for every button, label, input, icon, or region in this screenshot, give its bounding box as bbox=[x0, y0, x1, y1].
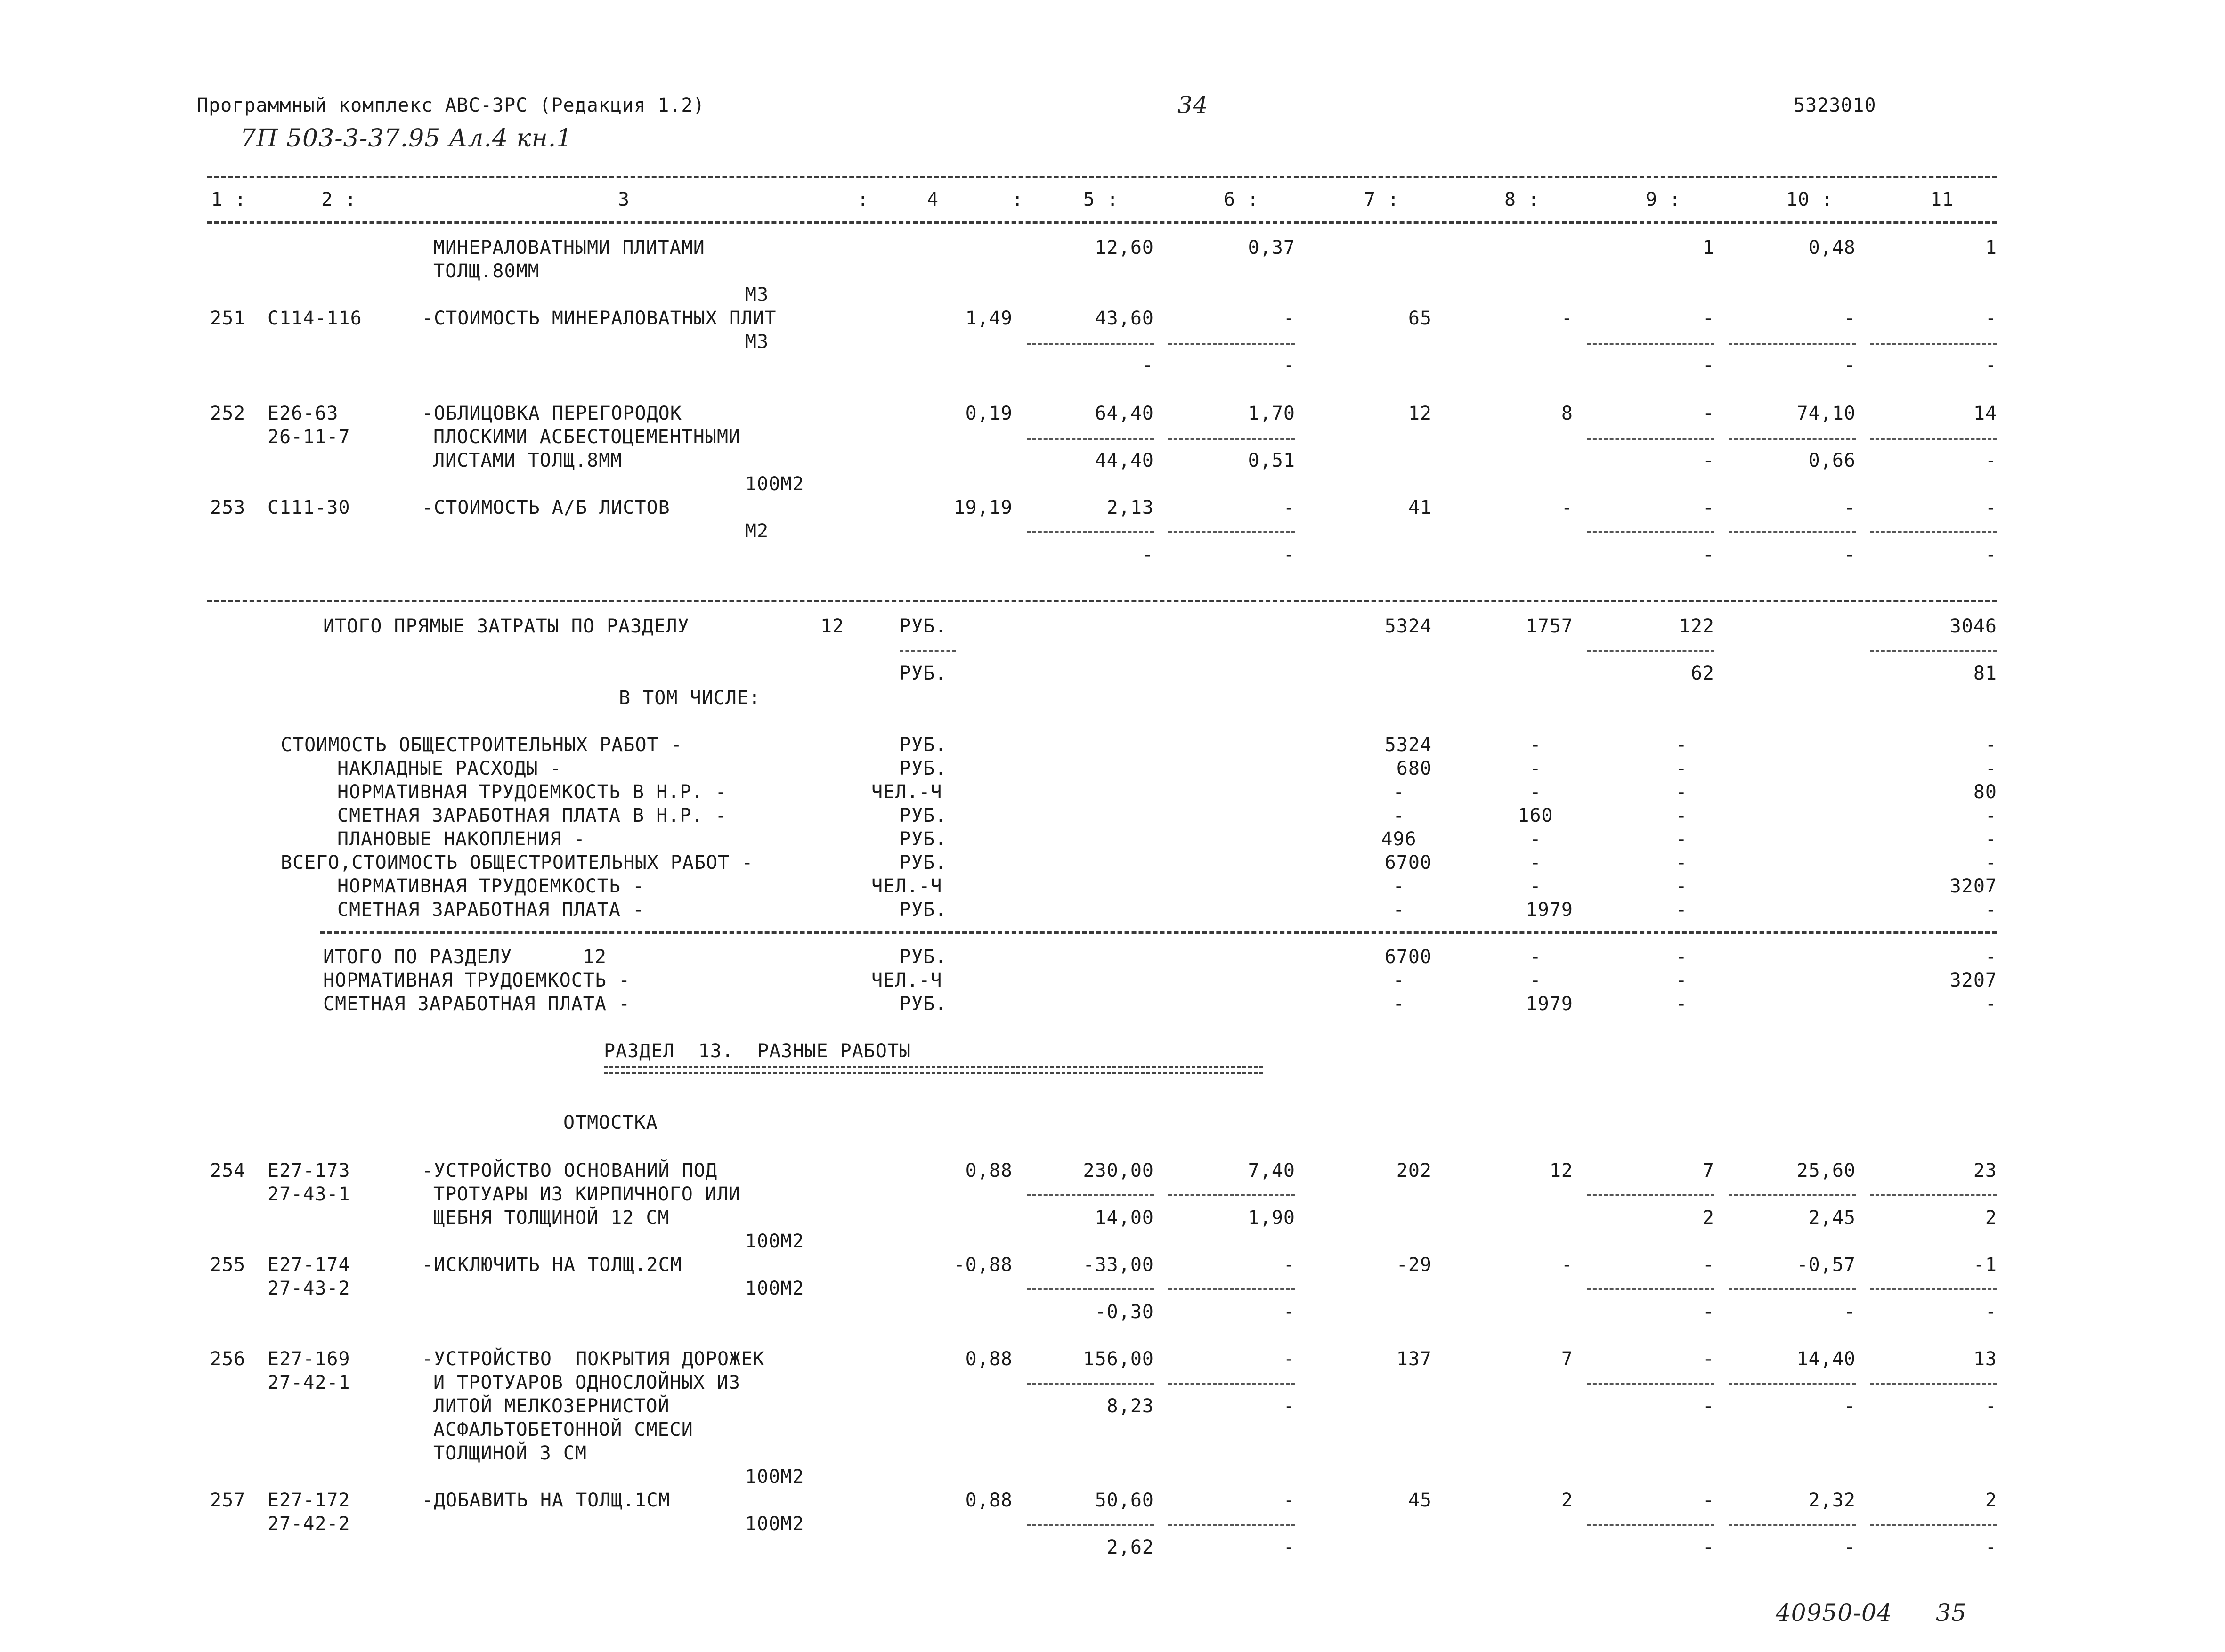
cell-c8: 1979 bbox=[1526, 993, 1573, 1015]
cell-c10: 0,48 bbox=[1808, 237, 1856, 259]
cell-c9: - bbox=[1702, 1254, 1714, 1276]
top-rule bbox=[207, 176, 1997, 178]
rate-code-secondary: 27-42-1 bbox=[268, 1372, 350, 1393]
underline bbox=[1027, 1194, 1154, 1196]
underline bbox=[1870, 1524, 1997, 1526]
cell-c9: - bbox=[1702, 403, 1714, 424]
cell-c6-lower: 1,90 bbox=[1248, 1207, 1295, 1229]
description: -ДОБАВИТЬ НА ТОЛЩ.1СМ bbox=[422, 1490, 670, 1511]
cell-c6: 0,37 bbox=[1248, 237, 1295, 259]
breakdown-unit: ЧЕЛ.-Ч bbox=[871, 781, 942, 803]
section-title: РАЗДЕЛ 13. РАЗНЫЕ РАБОТЫ bbox=[604, 1040, 911, 1062]
cell-c10-lower: - bbox=[1843, 1301, 1856, 1323]
cell-c11: - bbox=[1985, 308, 1997, 329]
cell-c9-lower: - bbox=[1702, 544, 1714, 566]
cell-c11-lower: 2 bbox=[1985, 1207, 1997, 1229]
unit: М3 bbox=[745, 331, 769, 353]
rate-code: С114-116 bbox=[268, 308, 362, 329]
cell-c6-lower: - bbox=[1283, 1537, 1295, 1558]
cell-c7: - bbox=[1393, 875, 1405, 897]
cell-c5: -33,00 bbox=[1083, 1254, 1154, 1276]
description: ТОЛЩИНОЙ 3 СМ bbox=[433, 1442, 587, 1464]
cell-c11: - bbox=[1985, 805, 1997, 826]
cell-c9: - bbox=[1675, 805, 1688, 826]
cell-c11: 2 bbox=[1985, 1490, 1997, 1511]
cell-c5-lower: - bbox=[1142, 544, 1154, 566]
col-8-header: 8 : bbox=[1504, 189, 1540, 211]
description: -УСТРОЙСТВО ОСНОВАНИЙ ПОД bbox=[422, 1160, 718, 1182]
cell-c5: 12,60 bbox=[1095, 237, 1154, 259]
underline bbox=[1168, 1524, 1295, 1526]
breakdown-unit: РУБ. bbox=[900, 758, 947, 779]
cell-c9: - bbox=[1702, 1348, 1714, 1370]
cell-c7: - bbox=[1393, 781, 1405, 803]
description: -СТОИМОСТЬ МИНЕРАЛОВАТНЫХ ПЛИТ bbox=[422, 308, 777, 329]
section-rule bbox=[207, 600, 1997, 602]
underline bbox=[1587, 650, 1714, 652]
cell-c10-lower: 0,66 bbox=[1808, 450, 1856, 471]
description: АСФАЛЬТОБЕТОННОЙ СМЕСИ bbox=[433, 1419, 693, 1441]
cell-c11-lower: - bbox=[1985, 1395, 1997, 1417]
totals-unit: РУБ. bbox=[900, 946, 947, 968]
totals-label: НОРМАТИВНАЯ ТРУДОЕМКОСТЬ - bbox=[323, 970, 631, 991]
cell-c5: 2,13 bbox=[1106, 497, 1154, 518]
underline bbox=[1729, 438, 1856, 440]
cell-c11: - bbox=[1985, 828, 1997, 850]
unit: М2 bbox=[745, 520, 769, 542]
cell-c8: 1757 bbox=[1526, 615, 1573, 637]
including-heading: В ТОМ ЧИСЛЕ: bbox=[619, 687, 761, 709]
cell-c9: - bbox=[1675, 781, 1688, 803]
totals-label: СМЕТНАЯ ЗАРАБОТНАЯ ПЛАТА - bbox=[323, 993, 631, 1015]
breakdown-unit: РУБ. bbox=[900, 805, 947, 826]
page-number: 34 bbox=[1177, 91, 1209, 119]
total-label: ИТОГО ПРЯМЫЕ ЗАТРАТЫ ПО РАЗДЕЛУ bbox=[323, 615, 690, 637]
cell-c5: 43,60 bbox=[1095, 308, 1154, 329]
col-3-header: 3 bbox=[618, 189, 630, 211]
col-4-header: 4 bbox=[927, 189, 939, 211]
row-number: 257 bbox=[210, 1490, 246, 1511]
underline bbox=[1870, 1383, 1997, 1385]
cell-c11: 13 bbox=[1973, 1348, 1997, 1370]
cell-c7: 496 bbox=[1381, 828, 1417, 850]
description: ЛИСТАМИ ТОЛЩ.8ММ bbox=[433, 450, 623, 471]
cell-c8: - bbox=[1529, 828, 1542, 850]
section-title-underline bbox=[604, 1066, 1263, 1074]
breakdown-label: СМЕТНАЯ ЗАРАБОТНАЯ ПЛАТА В Н.Р. - bbox=[337, 805, 727, 826]
cell-c9: 7 bbox=[1702, 1160, 1714, 1182]
cell-c9-lower: - bbox=[1702, 450, 1714, 471]
cell-c10: - bbox=[1843, 308, 1856, 329]
cell-c9: - bbox=[1675, 946, 1688, 968]
underline bbox=[1587, 1194, 1714, 1196]
rate-code: Е27-169 bbox=[268, 1348, 350, 1370]
cell-c6: - bbox=[1283, 497, 1295, 518]
row-number: 255 bbox=[210, 1254, 246, 1276]
cell-c7: - bbox=[1393, 899, 1405, 921]
rate-code-secondary: 27-43-2 bbox=[268, 1278, 350, 1299]
cell-c7: 5324 bbox=[1384, 615, 1432, 637]
cell-c9-lower: - bbox=[1702, 355, 1714, 376]
underline bbox=[1729, 343, 1856, 345]
cell-c6-lower: - bbox=[1283, 1395, 1295, 1417]
header-rule bbox=[207, 221, 1997, 224]
col-7-header: 7 : bbox=[1364, 189, 1400, 211]
row-number: 254 bbox=[210, 1160, 246, 1182]
underline bbox=[1168, 1288, 1295, 1290]
cell-c7: - bbox=[1393, 805, 1405, 826]
underline bbox=[1027, 438, 1154, 440]
sheet-number: 35 bbox=[1936, 1599, 1967, 1627]
underline bbox=[1729, 1288, 1856, 1290]
cell-c11: 3207 bbox=[1949, 875, 1997, 897]
breakdown-label: СТОИМОСТЬ ОБЩЕСТРОИТЕЛЬНЫХ РАБОТ - bbox=[281, 734, 682, 756]
cell-c8: 7 bbox=[1561, 1348, 1573, 1370]
cell-c5-lower: -0,30 bbox=[1095, 1301, 1154, 1323]
col-2-header: 2 : bbox=[321, 189, 357, 211]
cell-c9: - bbox=[1675, 758, 1688, 779]
col-sep: : bbox=[857, 189, 869, 211]
cell-c6-lower: - bbox=[1283, 544, 1295, 566]
cell-c7: -29 bbox=[1396, 1254, 1432, 1276]
col-5-header: 5 : bbox=[1083, 189, 1119, 211]
subsection-title: ОТМОСТКА bbox=[563, 1112, 658, 1134]
cell-c4: 0,88 bbox=[965, 1348, 1013, 1370]
underline bbox=[1729, 1194, 1856, 1196]
cell-c8: - bbox=[1561, 497, 1573, 518]
unit: 100М2 bbox=[745, 1466, 804, 1488]
cell-c7: - bbox=[1393, 970, 1405, 991]
underline bbox=[1587, 343, 1714, 345]
breakdown-label: ВСЕГО,СТОИМОСТЬ ОБЩЕСТРОИТЕЛЬНЫХ РАБОТ - bbox=[281, 852, 754, 874]
cell-c9: - bbox=[1675, 899, 1688, 921]
archive-stamp: 40950-04 bbox=[1776, 1599, 1892, 1627]
cell-c4: -0,88 bbox=[953, 1254, 1013, 1276]
breakdown-unit: РУБ. bbox=[900, 899, 947, 921]
description: ПЛОСКИМИ АСБЕСТОЦЕМЕНТНЫМИ bbox=[433, 426, 741, 448]
cell-c7: 12 bbox=[1408, 403, 1432, 424]
underline bbox=[1587, 1383, 1714, 1385]
cell-c10-lower: - bbox=[1843, 355, 1856, 376]
cell-c9: 1 bbox=[1702, 237, 1714, 259]
cell-c8: - bbox=[1529, 758, 1542, 779]
description: -ИСКЛЮЧИТЬ НА ТОЛЩ.2СМ bbox=[422, 1254, 682, 1276]
totals-unit: ЧЕЛ.-Ч bbox=[871, 970, 942, 991]
underline bbox=[1870, 438, 1997, 440]
underline bbox=[1168, 531, 1295, 533]
cell-c8: - bbox=[1529, 852, 1542, 874]
cell-c8: - bbox=[1529, 875, 1542, 897]
description: ЛИТОЙ МЕЛКОЗЕРНИСТОЙ bbox=[433, 1395, 670, 1417]
rate-code: Е27-172 bbox=[268, 1490, 350, 1511]
underline bbox=[1587, 438, 1714, 440]
cell-c9: - bbox=[1675, 993, 1688, 1015]
cell-c9: 122 bbox=[1679, 615, 1714, 637]
cell-c6-lower: 0,51 bbox=[1248, 450, 1295, 471]
cell-c7: - bbox=[1393, 993, 1405, 1015]
breakdown-label: НАКЛАДНЫЕ РАСХОДЫ - bbox=[337, 758, 562, 779]
cell-c8: - bbox=[1529, 970, 1542, 991]
cell-c5-lower: - bbox=[1142, 355, 1154, 376]
underline bbox=[1587, 531, 1714, 533]
cell-c11: - bbox=[1985, 993, 1997, 1015]
cell-c9: - bbox=[1702, 1490, 1714, 1511]
col-11-header: 11 bbox=[1930, 189, 1954, 211]
cell-c10: 25,60 bbox=[1796, 1160, 1856, 1182]
unit-underline bbox=[900, 650, 956, 652]
underline bbox=[1870, 1194, 1997, 1196]
cell-c7: 202 bbox=[1396, 1160, 1432, 1182]
cell-c4: 0,88 bbox=[965, 1490, 1013, 1511]
cell-c9: - bbox=[1675, 852, 1688, 874]
cell-c9-lower: 2 bbox=[1702, 1207, 1714, 1229]
underline bbox=[1168, 343, 1295, 345]
cell-c8: 12 bbox=[1549, 1160, 1573, 1182]
breakdown-unit: РУБ. bbox=[900, 828, 947, 850]
cell-c7: 6700 bbox=[1384, 946, 1432, 968]
cell-c6: - bbox=[1283, 1490, 1295, 1511]
breakdown-label: НОРМАТИВНАЯ ТРУДОЕМКОСТЬ - bbox=[337, 875, 645, 897]
cell-c4: 0,88 bbox=[965, 1160, 1013, 1182]
col-9-header: 9 : bbox=[1646, 189, 1681, 211]
underline bbox=[1587, 1524, 1714, 1526]
cell-c5-lower: 8,23 bbox=[1106, 1395, 1154, 1417]
breakdown-unit: ЧЕЛ.-Ч bbox=[871, 875, 942, 897]
cell-c10-lower: - bbox=[1843, 1395, 1856, 1417]
cell-c6: 7,40 bbox=[1248, 1160, 1295, 1182]
cell-c9-lower: - bbox=[1702, 1537, 1714, 1558]
cell-c8: - bbox=[1561, 308, 1573, 329]
cell-c9: - bbox=[1675, 970, 1688, 991]
unit: 100М2 bbox=[745, 1278, 804, 1299]
cell-c7: 41 bbox=[1408, 497, 1432, 518]
underline bbox=[1168, 438, 1295, 440]
rate-code-secondary: 26-11-7 bbox=[268, 426, 350, 448]
cell-c7: 45 bbox=[1408, 1490, 1432, 1511]
cell-c11: - bbox=[1985, 497, 1997, 518]
row-number: 256 bbox=[210, 1348, 246, 1370]
cell-c7: 65 bbox=[1408, 308, 1432, 329]
cell-c10: 2,32 bbox=[1808, 1490, 1856, 1511]
totals-rule bbox=[320, 931, 1997, 934]
cell-c10-lower: - bbox=[1843, 544, 1856, 566]
cell-c8: 160 bbox=[1518, 805, 1553, 826]
description: ТОЛЩ.80ММ bbox=[433, 260, 540, 282]
cell-c5: 156,00 bbox=[1083, 1348, 1154, 1370]
breakdown-unit: РУБ. bbox=[900, 852, 947, 874]
cell-c7: 5324 bbox=[1384, 734, 1432, 756]
cell-c11-lower: - bbox=[1985, 450, 1997, 471]
cell-c9-lower: 62 bbox=[1690, 663, 1714, 684]
unit: РУБ. bbox=[900, 663, 947, 684]
description: -СТОИМОСТЬ А/Б ЛИСТОВ bbox=[422, 497, 670, 518]
cell-c9-lower: - bbox=[1702, 1395, 1714, 1417]
cell-c11: - bbox=[1985, 758, 1997, 779]
underline bbox=[1729, 531, 1856, 533]
rate-code: Е27-173 bbox=[268, 1160, 350, 1182]
cell-c8: - bbox=[1529, 734, 1542, 756]
cell-c8: - bbox=[1561, 1254, 1573, 1276]
cell-c10-lower: - bbox=[1843, 1537, 1856, 1558]
cell-c11-lower: - bbox=[1985, 544, 1997, 566]
col-sep: : bbox=[1012, 189, 1024, 211]
cell-c11: 1 bbox=[1985, 237, 1997, 259]
project-reference: 7П 503-3-37.95 Ал.4 кн.1 bbox=[240, 124, 573, 153]
underline bbox=[1870, 1288, 1997, 1290]
cell-c11-lower: - bbox=[1985, 1301, 1997, 1323]
totals-label: ИТОГО ПО РАЗДЕЛУ 12 bbox=[323, 946, 607, 968]
description: ТРОТУАРЫ ИЗ КИРПИЧНОГО ИЛИ bbox=[433, 1183, 741, 1205]
underline bbox=[1729, 1524, 1856, 1526]
cell-c6-lower: - bbox=[1283, 1301, 1295, 1323]
cell-c6: 1,70 bbox=[1248, 403, 1295, 424]
cell-c9-lower: - bbox=[1702, 1301, 1714, 1323]
cell-c11: - bbox=[1985, 899, 1997, 921]
program-name: Программный комплекс АВС-ЗРС (Редакция 1.2) bbox=[197, 95, 705, 116]
underline bbox=[1870, 531, 1997, 533]
underline bbox=[1587, 1288, 1714, 1290]
cell-c7: 6700 bbox=[1384, 852, 1432, 874]
description: МИНЕРАЛОВАТНЫМИ ПЛИТАМИ bbox=[433, 237, 705, 259]
cell-c8: 1979 bbox=[1526, 899, 1573, 921]
totals-unit: РУБ. bbox=[900, 993, 947, 1015]
cell-c11-lower: 81 bbox=[1973, 663, 1997, 684]
cell-c5: 230,00 bbox=[1083, 1160, 1154, 1182]
cell-c4: 19,19 bbox=[953, 497, 1013, 518]
description: ЩЕБНЯ ТОЛЩИНОЙ 12 СМ bbox=[433, 1207, 670, 1229]
underline bbox=[1870, 650, 1997, 652]
cell-c6: - bbox=[1283, 308, 1295, 329]
col-6-header: 6 : bbox=[1224, 189, 1259, 211]
unit: 100М2 bbox=[745, 1513, 804, 1535]
row-number: 251 bbox=[210, 308, 246, 329]
rate-code-secondary: 27-43-1 bbox=[268, 1183, 350, 1205]
rate-code-secondary: 27-42-2 bbox=[268, 1513, 350, 1535]
cell-c11: 14 bbox=[1973, 403, 1997, 424]
cell-c11: 3046 bbox=[1949, 615, 1997, 637]
underline bbox=[1168, 1194, 1295, 1196]
cell-c11: -1 bbox=[1973, 1254, 1997, 1276]
col-10-header: 10 : bbox=[1786, 189, 1834, 211]
row-number: 252 bbox=[210, 403, 246, 424]
underline bbox=[1729, 1383, 1856, 1385]
cell-c7: 137 bbox=[1396, 1348, 1432, 1370]
cell-c4: 0,19 bbox=[965, 403, 1013, 424]
cell-c11: - bbox=[1985, 946, 1997, 968]
breakdown-label: ПЛАНОВЫЕ НАКОПЛЕНИЯ - bbox=[337, 828, 585, 850]
cell-c11: 3207 bbox=[1949, 970, 1997, 991]
underline bbox=[1027, 1524, 1154, 1526]
cell-c8: - bbox=[1529, 781, 1542, 803]
cell-c11: 23 bbox=[1973, 1160, 1997, 1182]
cell-c7: 680 bbox=[1396, 758, 1432, 779]
cell-c8: 8 bbox=[1561, 403, 1573, 424]
cell-c5-lower: 14,00 bbox=[1095, 1207, 1154, 1229]
description: И ТРОТУАРОВ ОДНОСЛОЙНЫХ ИЗ bbox=[433, 1372, 741, 1393]
cell-c11-lower: - bbox=[1985, 1537, 1997, 1558]
cell-c10-lower: 2,45 bbox=[1808, 1207, 1856, 1229]
cell-c10: 74,10 bbox=[1796, 403, 1856, 424]
cell-c9: - bbox=[1675, 828, 1688, 850]
cell-c10: 14,40 bbox=[1796, 1348, 1856, 1370]
description: -ОБЛИЦОВКА ПЕРЕГОРОДОК bbox=[422, 403, 682, 424]
cell-c11: 80 bbox=[1973, 781, 1997, 803]
underline bbox=[1027, 343, 1154, 345]
unit: М3 bbox=[745, 284, 769, 306]
rate-code: С111-30 bbox=[268, 497, 350, 518]
cell-c5: 64,40 bbox=[1095, 403, 1154, 424]
cell-c6-lower: - bbox=[1283, 355, 1295, 376]
cell-c11: - bbox=[1985, 734, 1997, 756]
row-number: 253 bbox=[210, 497, 246, 518]
description: -УСТРОЙСТВО ПОКРЫТИЯ ДОРОЖЕК bbox=[422, 1348, 765, 1370]
section-number: 12 bbox=[820, 615, 845, 637]
cell-c10: - bbox=[1843, 497, 1856, 518]
cell-c11: - bbox=[1985, 852, 1997, 874]
document-code: 5323010 bbox=[1794, 95, 1876, 116]
underline bbox=[1027, 531, 1154, 533]
underline bbox=[1027, 1383, 1154, 1385]
cell-c8: - bbox=[1529, 946, 1542, 968]
breakdown-label: СМЕТНАЯ ЗАРАБОТНАЯ ПЛАТА - bbox=[337, 899, 645, 921]
underline bbox=[1168, 1383, 1295, 1385]
breakdown-label: НОРМАТИВНАЯ ТРУДОЕМКОСТЬ В Н.Р. - bbox=[337, 781, 727, 803]
unit: РУБ. bbox=[900, 615, 947, 637]
underline bbox=[1870, 343, 1997, 345]
cell-c9: - bbox=[1702, 497, 1714, 518]
cell-c9: - bbox=[1675, 734, 1688, 756]
cell-c5-lower: 2,62 bbox=[1106, 1537, 1154, 1558]
cell-c6: - bbox=[1283, 1348, 1295, 1370]
cell-c5: 50,60 bbox=[1095, 1490, 1154, 1511]
cell-c8: 2 bbox=[1561, 1490, 1573, 1511]
rate-code: Е26-63 bbox=[268, 403, 339, 424]
cell-c9: - bbox=[1702, 308, 1714, 329]
cell-c11-lower: - bbox=[1985, 355, 1997, 376]
cell-c5-lower: 44,40 bbox=[1095, 450, 1154, 471]
cell-c6: - bbox=[1283, 1254, 1295, 1276]
rate-code: Е27-174 bbox=[268, 1254, 350, 1276]
cell-c10: -0,57 bbox=[1796, 1254, 1856, 1276]
breakdown-unit: РУБ. bbox=[900, 734, 947, 756]
unit: 100М2 bbox=[745, 473, 804, 495]
cell-c9: - bbox=[1675, 875, 1688, 897]
col-1-header: 1 : bbox=[211, 189, 247, 211]
cell-c4: 1,49 bbox=[965, 308, 1013, 329]
unit: 100М2 bbox=[745, 1231, 804, 1252]
underline bbox=[1027, 1288, 1154, 1290]
